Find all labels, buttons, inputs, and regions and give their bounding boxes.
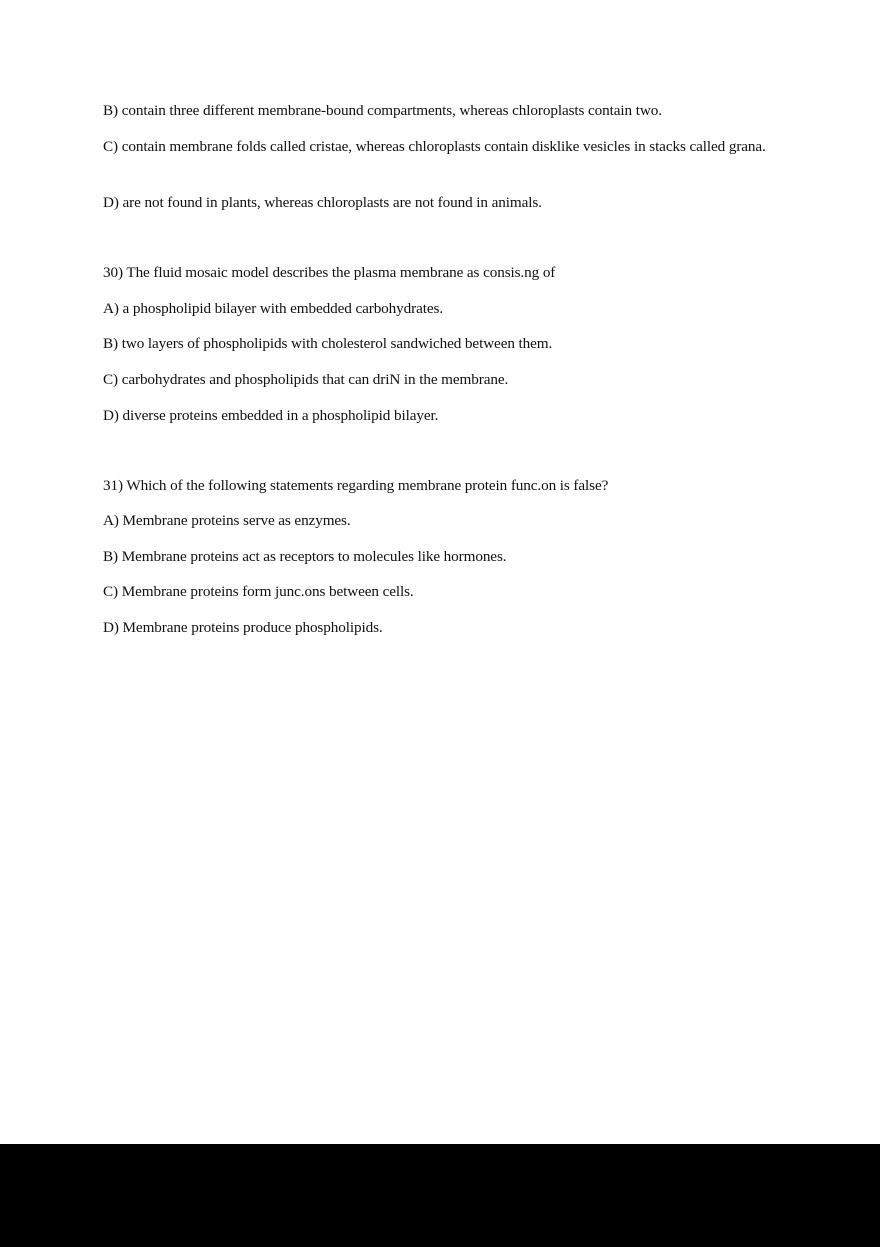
option-text: contain three different membrane-bound compartments, whereas chloroplasts contain two.: [121, 102, 662, 119]
question-31-option-a: [103, 510, 351, 531]
question-30-option-b: [103, 333, 552, 354]
question-number: 30): [103, 264, 123, 281]
option-label: C): [103, 138, 118, 155]
option-c-continued: [103, 136, 773, 157]
option-b-continued: [103, 100, 662, 121]
option-label: D): [103, 194, 119, 211]
option-label: C): [103, 371, 118, 388]
question-30-stem: [103, 262, 555, 283]
option-label: A): [103, 512, 119, 529]
option-label: A): [103, 300, 119, 317]
option-text: a phospholipid bilayer with embedded carbohydrates.: [122, 300, 444, 317]
option-label: B): [103, 548, 118, 565]
question-text: Which of the following statements regarding membrane protein func.on is false?: [126, 477, 609, 494]
bottom-black-bar: [0, 1144, 880, 1247]
question-31-option-d: [103, 617, 383, 638]
option-text: Membrane proteins produce phospholipids.: [122, 619, 383, 636]
option-d-continued: [103, 192, 542, 213]
question-30-option-a: [103, 298, 443, 319]
option-text: Membrane proteins form junc.ons between cells.: [121, 583, 414, 600]
option-label: D): [103, 407, 119, 424]
option-text: Membrane proteins serve as enzymes.: [122, 512, 351, 529]
option-text: two layers of phospholipids with cholesterol sandwiched between them.: [121, 335, 553, 352]
option-label: D): [103, 619, 119, 636]
option-text: Membrane proteins act as receptors to molecules like hormones.: [121, 548, 507, 565]
question-text: The fluid mosaic model describes the plasma membrane as consis.ng of: [126, 264, 556, 281]
question-31-option-c: [103, 581, 414, 602]
option-text: diverse proteins embedded in a phospholipid bilayer.: [122, 407, 439, 424]
option-text: contain membrane folds called cristae, whereas chloroplasts contain disklike vesicles in stacks called grana.: [121, 138, 766, 155]
question-31-option-b: [103, 546, 506, 567]
option-text: carbohydrates and phospholipids that can driN in the membrane.: [121, 371, 509, 388]
option-label: B): [103, 335, 118, 352]
question-number: 31): [103, 477, 123, 494]
question-31-stem: [103, 475, 608, 496]
option-text: are not found in plants, whereas chloroplasts are not found in animals.: [122, 194, 542, 211]
option-label: B): [103, 102, 118, 119]
question-30-option-d: [103, 405, 438, 426]
option-label: C): [103, 583, 118, 600]
question-30-option-c: [103, 369, 508, 390]
